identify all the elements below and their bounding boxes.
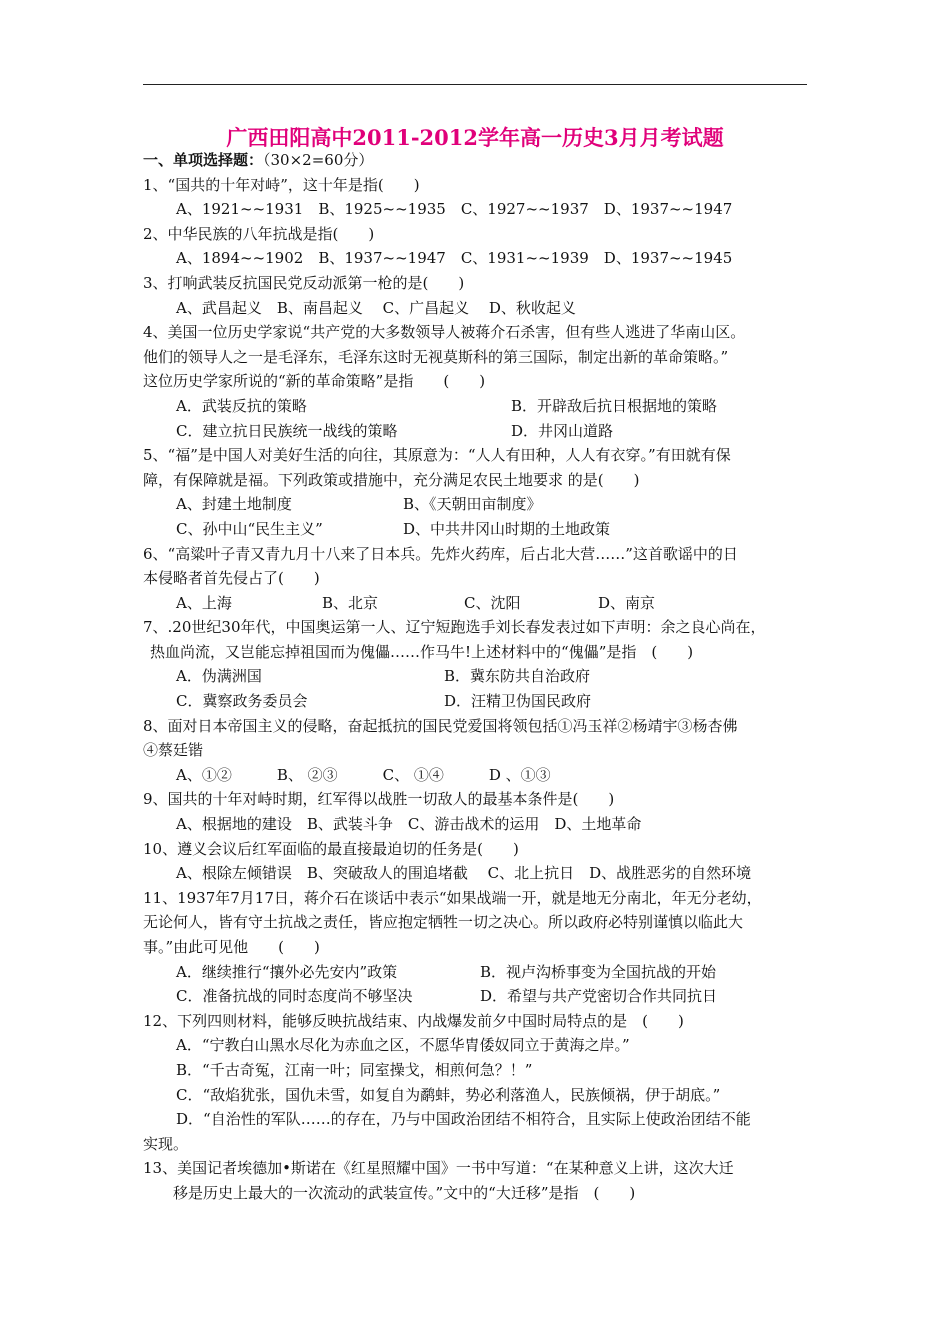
question-stem: 无论何人，皆有守土抗战之责任，皆应抱定牺牲一切之决心。所以政府必特别谨慎以临此大	[143, 913, 744, 932]
option-d: D、南京	[598, 593, 656, 612]
question-stem: 12、下列四则材料，能够反映抗战结束、内战爆发前夕中国时局特点的是 ( )	[143, 1011, 684, 1030]
question-options	[143, 591, 807, 616]
question-stem: 8、面对日本帝国主义的侵略，奋起抵抗的国民党爱国将领包括①冯玉祥②杨靖宇③杨杏佛	[143, 716, 738, 735]
question-options	[143, 960, 807, 985]
question-stem: 2、中华民族的八年抗战是指( )	[143, 224, 375, 243]
question-stem: 事。”由此可见他 ( )	[143, 938, 320, 956]
question-options: A、根除左倾错误 B、突破敌人的围追堵截 C、北上抗日 D、战胜恶劣的自然环境	[176, 864, 752, 883]
option-b: B、《天朝田亩制度》	[403, 495, 542, 514]
question-stem: 13、美国记者埃德加•斯诺在《红星照耀中国》一书中写道：“在某种意义上讲，这次大迁	[143, 1159, 734, 1178]
option-c: C．“敌焰犹张，国仇未雪，如复自为鹬蚌，势必利落渔人，民族倾祸，伊于胡底。”	[176, 1085, 721, 1104]
question-stem: 3、打响武装反抗国民党反动派第一枪的是( )	[143, 273, 465, 292]
option-d: D．希望与共产党密切合作共同抗日	[480, 987, 718, 1006]
question-stem: 移是历史上最大的一次流动的武装宣传。”文中的“大迁移”是指 ( )	[173, 1183, 636, 1202]
question-options	[143, 984, 807, 1009]
question-options	[143, 394, 807, 419]
option-b: B．开辟敌后抗日根据地的策略	[511, 396, 718, 415]
option-d: D．汪精卫伪国民政府	[444, 692, 592, 711]
exam-body	[143, 148, 807, 1206]
question-options	[143, 517, 807, 542]
question-stem: 本侵略者首先侵占了( )	[143, 569, 320, 588]
question-stem: 他们的领导人之一是毛泽东，毛泽东这时无视莫斯科的第三国际，制定出新的革命策略。”	[143, 347, 729, 366]
option-c: C．冀察政务委员会	[176, 692, 308, 711]
question-options	[143, 689, 807, 714]
option-d: D．井冈山道路	[511, 421, 614, 440]
option-c: C．建立抗日民族统一战线的策略	[176, 421, 398, 440]
option-a: A、封建土地制度	[176, 495, 292, 514]
question-options: A、1921~~1931 B、1925~~1935 C、1927~~1937 D、1937~~1947	[176, 200, 733, 219]
question-stem: 热血尚流，又岂能忘掉祖国而为傀儡……作马牛!上述材料中的“傀儡”是指 ( )	[150, 642, 694, 661]
option-b: B．视卢沟桥事变为全国抗战的开始	[480, 962, 717, 981]
question-options	[143, 419, 807, 444]
question-options	[143, 664, 807, 689]
question-stem: 9、国共的十年对峙时期，红军得以战胜一切敌人的最基本条件是( )	[143, 790, 615, 809]
option-c: C、孙中山“民生主义”	[176, 519, 323, 538]
header-rule	[143, 84, 807, 85]
option-b: B．“千古奇冤，江南一叶；同室操戈，相煎何急？！”	[176, 1060, 533, 1079]
option-b: B、北京	[322, 593, 379, 612]
question-stem: 障，有保障就是福。下列政策或措施中，充分满足农民土地要求 的是( )	[143, 470, 640, 489]
option-a: A．武装反抗的策略	[176, 396, 307, 415]
option-a: A．继续推行“攘外必先安内”政策	[176, 962, 398, 981]
question-stem: 6、“高粱叶子青又青九月十八来了日本兵。先炸火药库，后占北大营……”这首歌谣中的日	[143, 544, 738, 563]
option-d: D、中共井冈山时期的土地政策	[403, 519, 611, 538]
question-stem: 11、1937年7月17日，蒋介石在谈话中表示“如果战端一开，就是地无分南北，年无分老幼，	[143, 888, 762, 907]
question-stem: ④蔡廷锴	[143, 741, 204, 760]
question-stem: 5、“福”是中国人对美好生活的向往，其原意为：“人人有田种，人人有衣穿。”有田就有保	[143, 446, 731, 465]
question-stem: 4、美国一位历史学家说“共产党的大多数领导人被蒋介石杀害，但有些人逃进了华南山区。	[143, 323, 746, 342]
question-options: A、根据地的建设 B、武装斗争 C、游击战术的运用 D、土地革命	[176, 815, 642, 834]
question-stem: 1、“国共的十年对峙”，这十年是指( )	[143, 175, 420, 194]
option-c: C．准备抗战的同时态度尚不够坚决	[176, 987, 413, 1006]
question-options: A、武昌起义 B、南昌起义 C、广昌起义 D、秋收起义	[176, 298, 576, 317]
exam-title: 广西田阳高中2011-2012学年高一历史3月月考试题	[226, 125, 724, 150]
question-stem: 这位历史学家所说的“新的革命策略”是指 ( )	[143, 372, 486, 391]
question-stem: 10、遵义会议后红军面临的最直接最迫切的任务是( )	[143, 839, 519, 858]
option-d: D．“自治性的军队……的存在，乃与中国政治团结不相符合，且实际上使政治团结不能	[176, 1110, 751, 1129]
question-stem: 7、.20世纪30年代，中国奥运第一人、辽宁短跑选手刘长春发表过如下声明：余之良心尚在，	[143, 618, 766, 637]
question-options	[143, 492, 807, 517]
option-a: A．伪满洲国	[176, 667, 262, 686]
option-b: B．冀东防共自治政府	[444, 667, 591, 686]
option-a: A、上海	[176, 593, 232, 612]
option-a: A．“宁教白山黑水尽化为赤血之区，不愿华胄倭奴同立于黄海之岸。”	[176, 1036, 630, 1055]
option-d-continued: 实现。	[143, 1134, 189, 1153]
question-options: A、①② B、 ②③ C、 ①④ D 、①③	[176, 765, 551, 784]
section-heading: 一、单项选择题：（30×2=60分）	[143, 151, 374, 169]
question-options: A、1894~~1902 B、1937~~1947 C、1931~~1939 D、1937~~1945	[176, 249, 733, 268]
option-c: C、沈阳	[464, 593, 521, 612]
